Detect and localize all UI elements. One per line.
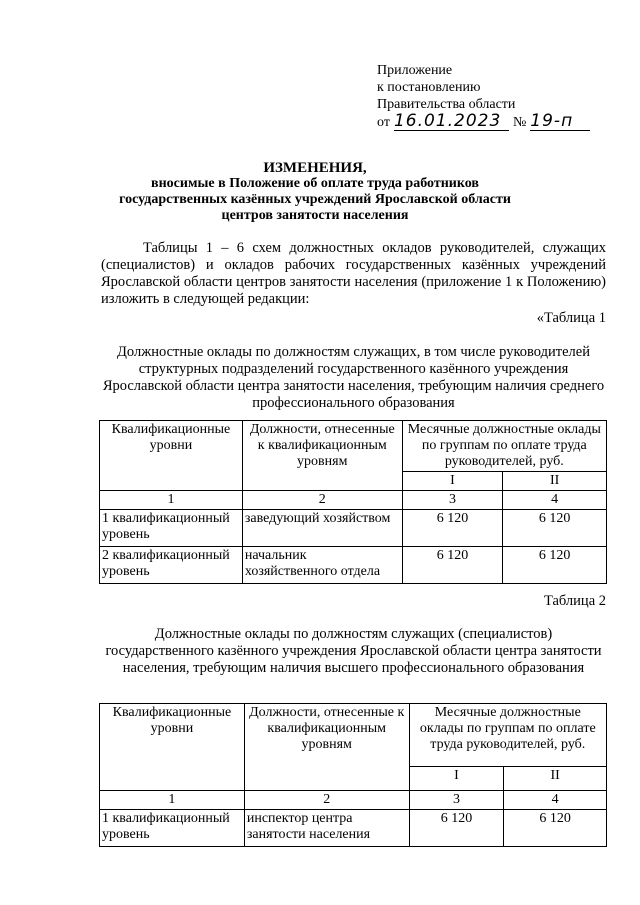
- index-cell: 4: [504, 791, 607, 810]
- header-qual-levels: Квалификационные уровни: [100, 421, 243, 491]
- header-group-1: I: [402, 472, 503, 491]
- table-header-row: [100, 704, 607, 767]
- table2-number: Таблица 2: [543, 593, 606, 609]
- level-cell: 2 квалификационный уровень: [100, 547, 243, 584]
- title-line4: центров занятости населения: [221, 208, 409, 223]
- table2-caption: Должностные оклады по должностям служащих (специалистов) государственного казённого учреждения Ярославской области центра занятости населения, требующим наличия высшего профессионального образования: [105, 626, 602, 676]
- table-header-row: [100, 421, 607, 472]
- index-cell: 2: [242, 491, 402, 510]
- salary-cell: 6 120: [503, 547, 607, 584]
- index-cell: 1: [100, 491, 243, 510]
- salary-cell: 6 120: [402, 510, 503, 547]
- position-cell: заведующий хозяйством: [242, 510, 402, 547]
- table-index-row: [100, 791, 607, 810]
- appendix-line1: Приложение: [377, 63, 453, 78]
- table1-number: «Таблица 1: [536, 310, 606, 326]
- header-group-2: II: [503, 472, 607, 491]
- table1-caption: Должностные оклады по должностям служащих, в том числе руководителей структурных подразделений государственного казённого учреждения Ярославской области центра занятости населения, требующим наличия среднего профессионального образования: [102, 344, 605, 411]
- index-cell: 3: [402, 491, 503, 510]
- number-label: №: [512, 115, 527, 130]
- position-cell: начальник хозяйственного отдела: [242, 547, 402, 584]
- header-positions: Должности, отнесенные к квалификационным уровням: [244, 704, 409, 791]
- appendix-block: [377, 62, 590, 131]
- index-cell: 2: [244, 791, 409, 810]
- salary-cell: 6 120: [402, 547, 503, 584]
- level-cell: 1 квалификационный уровень: [100, 510, 243, 547]
- table1: [99, 420, 607, 584]
- header-group-1: I: [409, 767, 504, 791]
- salary-cell: 6 120: [504, 810, 607, 847]
- index-cell: 1: [100, 791, 245, 810]
- handwritten-number: 19-п: [530, 113, 590, 131]
- title-line1: ИЗМЕНЕНИЯ,: [263, 160, 367, 176]
- appendix-line2: к постановлению: [377, 80, 481, 95]
- salary-cell: 6 120: [503, 510, 607, 547]
- table2: [99, 703, 607, 847]
- level-cell: 1 квалификационный уровень: [100, 810, 245, 847]
- salary-cell: 6 120: [409, 810, 504, 847]
- table-row: [100, 810, 607, 847]
- appendix-line3: Правительства области: [377, 97, 516, 112]
- header-salary: Месячные должностные оклады по группам по оплате труда руководителей, руб.: [409, 704, 606, 767]
- index-cell: 3: [409, 791, 504, 810]
- appendix-date-line: [377, 113, 590, 131]
- header-positions: Должности, отнесенные к квалификационным уровням: [242, 421, 402, 491]
- handwritten-date: 16.01.2023: [394, 113, 509, 131]
- document-title: [110, 160, 520, 224]
- header-salary: Месячные должностные оклады по группам по оплате труда руководителей, руб.: [402, 421, 606, 472]
- title-line2: вносимые в Положение об оплате труда работников: [151, 176, 479, 191]
- table-row: [100, 510, 607, 547]
- position-cell: инспектор центра занятости населения: [244, 810, 409, 847]
- header-group-2: II: [504, 767, 607, 791]
- table-index-row: [100, 491, 607, 510]
- table-row: [100, 547, 607, 584]
- header-qual-levels: Квалификационные уровни: [100, 704, 245, 791]
- title-line3: государственных казённых учреждений Ярославской области: [119, 192, 511, 207]
- intro-paragraph: Таблицы 1 – 6 схем должностных окладов руководителей, служащих (специалистов) и окладов рабочих государственных казённых учреждений Ярославской области центров занятости населения (приложение 1 к Положению) изложить в следующей редакции:: [101, 240, 606, 307]
- index-cell: 4: [503, 491, 607, 510]
- from-label: от: [377, 115, 390, 130]
